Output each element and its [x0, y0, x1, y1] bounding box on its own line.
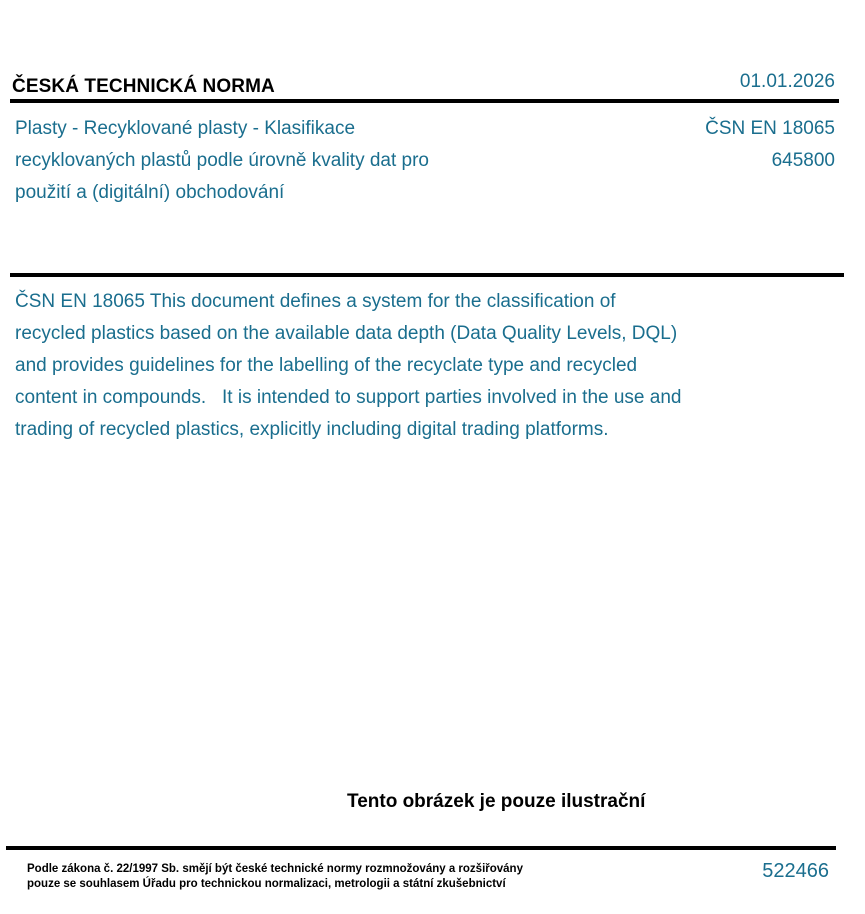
effective-date: 01.01.2026 — [739, 71, 835, 92]
title-divider — [10, 273, 844, 277]
standard-title: Plasty - Recyklované plasty - Klasifikace recyklovaných plastů podle úrovně kvality dat pro použití a (digitální) obchodování — [15, 118, 430, 203]
legal-notice-line-1: Podle zákona č. 22/1997 Sb. smějí být české technické normy rozmnožovány a rozšiřovány — [27, 863, 523, 875]
standard-annotation: ČSN EN 18065 This document defines a system for the classification of recycled plastics based on the available data depth (Data Quality Levels, DQL) and provides guidelines for the labelling of the recyclate type and recycled content in compounds. It is intended to support parties involved in the use and trading of recycled plastics, explicitly including digital trading platforms. — [15, 291, 687, 440]
illustration-disclaimer: Tento obrázek je pouze ilustrační — [347, 791, 646, 812]
header-divider — [10, 99, 839, 103]
legal-notice-line-2: pouze se souhlasem Úřadu pro technickou normalizaci, metrologii a státní zkušebnictví — [27, 878, 506, 890]
document-type-heading: ČESKÁ TECHNICKÁ NORMA — [12, 76, 275, 97]
standard-designation: ČSN EN 18065 — [705, 118, 835, 139]
legal-notice — [27, 862, 523, 892]
catalog-number: 522466 — [762, 860, 829, 882]
footer-divider — [6, 846, 836, 850]
classification-code: 645800 — [771, 150, 835, 171]
standard-identifiers — [705, 113, 835, 177]
